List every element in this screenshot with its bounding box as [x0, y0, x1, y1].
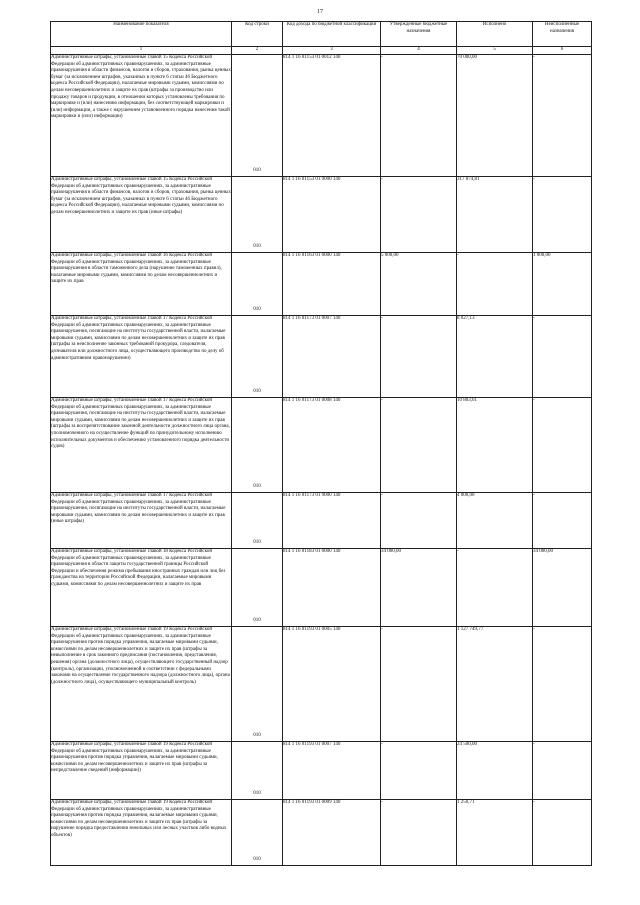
- line-code-cell: [232, 627, 283, 742]
- column-number: 1: [51, 47, 232, 55]
- indicator-name: Административные штрафы, установленные главой 18 Кодекса Российской Федерации об административных правонарушениях, за административные правонарушения в области защиты государственной границы Российской Федерации и обеспечения режима пребывания иностранных граждан или лиц без гражданства на территории Российской Федерации, налагаемые мировыми судьями, комиссиями по делам несовершеннолетних и защите их прав: [51, 549, 232, 627]
- indicator-name: Административные штрафы, установленные главой 19 Кодекса Российской Федерации об административных правонарушениях, за административные правонарушения против порядка управления, налагаемые мировыми судьями, комиссиями по делам несовершеннолетних и защите их прав (штрафы за непредставление сведений (информации)): [51, 742, 232, 800]
- indicator-name: Административные штрафы, установленные главой 15 Кодекса Российской Федерации об административных правонарушениях, за административные правонарушения в области финансов, налогов и сборов, страхования, рынка ценных бумаг (за исключением штрафов, указанных в пункте 6 статьи 46 Бюджетного кодекса Российской Федерации), налагаемые мировыми судьями, комиссиями по делам несовершеннолетних и защите их прав (штрафы за производство или продажу товаров и продукции, в отношении которых установлены требования по маркировке и (или) нанесению информации, без соответствующей маркировки и (или) информации, а также с нарушением установленного порядка нанесения такой маркировки и (или) информации): [51, 55, 232, 177]
- line-code-cell: [232, 742, 283, 800]
- table-row: [51, 398, 592, 493]
- executed-value: 1 127 749,77: [457, 627, 533, 742]
- approved-value: -: [381, 316, 457, 398]
- indicator-name: Административные штрафы, установленные главой 19 Кодекса Российской Федерации об административных правонарушениях, за административные правонарушения против порядка управления, налагаемые мировыми судьями, комиссиями по делам несовершеннолетних и защите их прав (штрафы за невыполнение в срок законного предписания (постановления, представления, решения) органа (должностного лица), осуществляющего государственный надзор (контроль), организации, уполномоченной в соответствии с федеральными законами на осуществление государственного надзора (должностного лица), органа (должностного лица), осуществляющего муниципальный контроль): [51, 627, 232, 742]
- indicator-name: Административные штрафы, установленные главой 19 Кодекса Российской Федерации об административных правонарушениях, за административные правонарушения против порядка управления, налагаемые мировыми судьями, комиссиями по делам несовершеннолетних и защите их прав (штрафы за нарушение порядка предоставления земельных или лесных участков либо водных объектов): [51, 800, 232, 866]
- line-code-cell: [232, 398, 283, 493]
- approved-value: -: [381, 398, 457, 493]
- approved-value: -: [381, 742, 457, 800]
- unexecuted-value: -: [533, 742, 592, 800]
- table-row: [51, 493, 592, 549]
- line-code: 010: [253, 857, 261, 863]
- column-number: 5: [457, 47, 533, 55]
- line-code-cell: [232, 800, 283, 866]
- column-header: Код дохода по бюджетной классификации: [283, 22, 381, 47]
- column-number: 6: [533, 47, 592, 55]
- indicator-name: Административные штрафы, установленные главой 17 Кодекса Российской Федерации об административных правонарушениях, за административные правонарушения, посягающие на институты государственной власти, налагаемые мировыми судьями, комиссиями по делам несовершеннолетних и защите их прав (штрафы за воспрепятствование законной деятельности должностного лица органа, уполномоченного на осуществление функций по принудительному исполнению исполнительных документов и обеспечению установленного порядка деятельности судов): [51, 398, 232, 493]
- unexecuted-value: -: [533, 398, 592, 493]
- income-code: 814 1 16 01163 01 0000 140: [283, 253, 381, 316]
- table-row: [51, 742, 592, 800]
- column-number: 4: [381, 47, 457, 55]
- line-code: 010: [253, 618, 261, 624]
- indicator-name: Административные штрафы, установленные главой 17 Кодекса Российской Федерации об административных правонарушениях, за административные правонарушения, посягающие на институты государственной власти, налагаемые мировыми судьями, комиссиями по делам несовершеннолетних и защите их прав (штрафы за неисполнение законных требований прокурора, следователя, дознавателя или должностного лица, осуществляющего производство по делу об административном правонарушении): [51, 316, 232, 398]
- unexecuted-value: -: [533, 177, 592, 253]
- line-code: 010: [253, 540, 261, 546]
- page-number: 17: [317, 9, 323, 15]
- approved-value: 5 000,00: [381, 253, 457, 316]
- line-code: 010: [253, 168, 261, 174]
- executed-value: 24 500,00: [457, 742, 533, 800]
- column-header: Утвержденные бюджетные назначения: [381, 22, 457, 47]
- column-number: 2: [232, 47, 283, 55]
- approved-value: 34 000,00: [381, 549, 457, 627]
- unexecuted-value: 1 000,00: [533, 253, 592, 316]
- line-code-cell: [232, 177, 283, 253]
- budget-execution-table: [50, 21, 592, 866]
- line-code: 010: [253, 484, 261, 490]
- unexecuted-value: -: [533, 493, 592, 549]
- line-code: 010: [253, 389, 261, 395]
- indicator-name: Административные штрафы, установленные главой 17 Кодекса Российской Федерации об административных правонарушениях, за административные правонарушения, посягающие на институты государственной власти, налагаемые мировыми судьями, комиссиями по делам несовершеннолетних и защите их прав (иные штрафы): [51, 493, 232, 549]
- indicator-name: Административные штрафы, установленные главой 16 Кодекса Российской Федерации об административных правонарушениях, за административные правонарушения в области таможенного дела (нарушение таможенных правил), налагаемые мировыми судьями, комиссиями по делам несовершеннолетних и защите их прав: [51, 253, 232, 316]
- approved-value: -: [381, 493, 457, 549]
- line-code-cell: [232, 549, 283, 627]
- approved-value: -: [381, 177, 457, 253]
- line-code: 010: [253, 307, 261, 313]
- unexecuted-value: -: [533, 316, 592, 398]
- table-row: [51, 177, 592, 253]
- line-code: 010: [253, 791, 261, 797]
- income-code: 814 1 16 01153 01 9000 140: [283, 177, 381, 253]
- line-code-cell: [232, 55, 283, 177]
- line-code-cell: [232, 493, 283, 549]
- income-code: 814 1 16 01173 01 0007 140: [283, 316, 381, 398]
- executed-value: 1 250,71: [457, 800, 533, 866]
- table-row: [51, 549, 592, 627]
- approved-value: -: [381, 627, 457, 742]
- table-row: [51, 253, 592, 316]
- table-row: [51, 316, 592, 398]
- column-number-row: [51, 47, 592, 55]
- income-code: 814 1 16 01153 01 0012 140: [283, 55, 381, 177]
- income-code: 814 1 16 01193 01 0009 140: [283, 800, 381, 866]
- executed-value: -: [457, 549, 533, 627]
- line-code: 010: [253, 733, 261, 739]
- executed-value: 10 803,61: [457, 398, 533, 493]
- unexecuted-value: -: [533, 55, 592, 177]
- line-code: 010: [253, 244, 261, 250]
- executed-value: 317 874,81: [457, 177, 533, 253]
- indicator-name: Административные штрафы, установленные главой 15 Кодекса Российской Федерации об административных правонарушениях, за административные правонарушения в области финансов, налогов и сборов, страхования, рынка ценных бумаг (за исключением штрафов, указанных в пункте 6 статьи 46 Бюджетного кодекса Российской Федерации), налагаемые мировыми судьями, комиссиями по делам несовершеннолетних и защите их прав (иные штрафы): [51, 177, 232, 253]
- table-row: [51, 55, 592, 177]
- income-code: 814 1 16 01193 01 0005 140: [283, 627, 381, 742]
- executed-value: 70 000,00: [457, 55, 533, 177]
- table-row: [51, 627, 592, 742]
- header-row: [51, 22, 592, 47]
- table-row: [51, 800, 592, 866]
- line-code-cell: [232, 316, 283, 398]
- income-code: 814 1 16 01183 01 0000 140: [283, 549, 381, 627]
- income-code: 814 1 16 01193 01 0007 140: [283, 742, 381, 800]
- unexecuted-value: 34 000,00: [533, 549, 592, 627]
- column-header: Исполнено: [457, 22, 533, 47]
- unexecuted-value: -: [533, 627, 592, 742]
- executed-value: 8 027,13: [457, 316, 533, 398]
- executed-value: 4 000,00: [457, 493, 533, 549]
- income-code: 814 1 16 01173 01 0008 140: [283, 398, 381, 493]
- column-number: 3: [283, 47, 381, 55]
- executed-value: -: [457, 253, 533, 316]
- line-code-cell: [232, 253, 283, 316]
- column-header: Неисполненные назначения: [533, 22, 592, 47]
- approved-value: -: [381, 55, 457, 177]
- approved-value: -: [381, 800, 457, 866]
- income-code: 814 1 16 01173 01 9000 140: [283, 493, 381, 549]
- column-header: Код строки: [232, 22, 283, 47]
- unexecuted-value: -: [533, 800, 592, 866]
- column-header: Наименование показателя: [51, 22, 232, 47]
